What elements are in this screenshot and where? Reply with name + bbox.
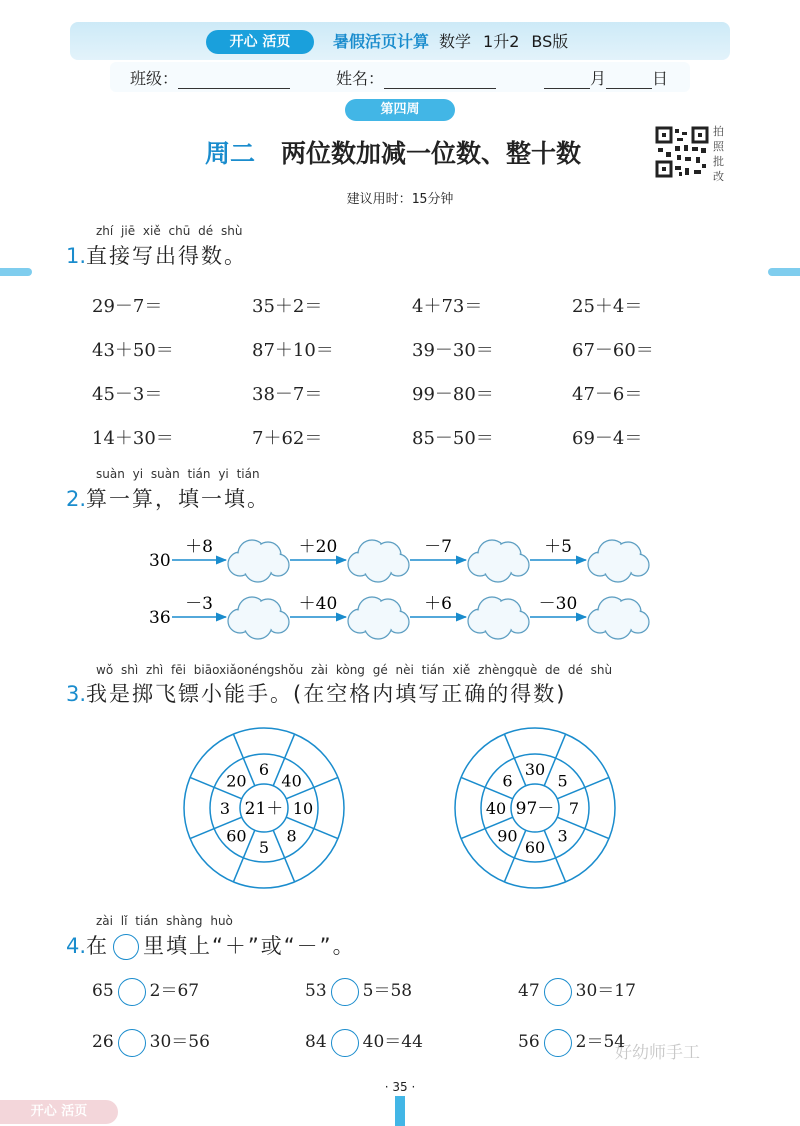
chain-operation: ＋20 bbox=[298, 537, 338, 557]
right-edge-tab bbox=[768, 268, 800, 276]
dartboard-number: 90 bbox=[497, 826, 518, 846]
name-line[interactable] bbox=[384, 72, 496, 89]
operator-blank-circle[interactable] bbox=[544, 978, 572, 1006]
q2-pinyin: suàn yi suàn tián yi tián bbox=[96, 467, 260, 481]
operator-blank-circle[interactable] bbox=[331, 1029, 359, 1057]
q4-right-part: 30＝56 bbox=[149, 1032, 210, 1052]
q2-number: 2. bbox=[66, 487, 87, 511]
chain-operation: －3 bbox=[185, 594, 213, 614]
date-field[interactable] bbox=[544, 66, 668, 89]
q1-equation[interactable]: 29－7＝ bbox=[92, 296, 163, 317]
q4-right-part: 30＝17 bbox=[575, 981, 636, 1001]
answer-cloud-icon[interactable] bbox=[588, 540, 649, 582]
month-line[interactable] bbox=[544, 72, 590, 89]
q2-text: 算一算，填一填。 bbox=[86, 487, 271, 511]
dartboard-number: 5 bbox=[258, 838, 270, 857]
q4-left-operand: 65 bbox=[92, 981, 114, 1001]
dartboard-number: 20 bbox=[226, 771, 247, 791]
q4-right-part: 40＝44 bbox=[362, 1032, 423, 1052]
dartboard-number: 3 bbox=[219, 799, 231, 818]
qr-label: 拍照批改 bbox=[713, 125, 724, 183]
answer-cloud-icon[interactable] bbox=[348, 597, 409, 639]
answer-cloud-icon[interactable] bbox=[468, 540, 529, 582]
day-label: 日 bbox=[652, 69, 669, 88]
name-field[interactable] bbox=[336, 66, 496, 89]
dartboard-number: 6 bbox=[258, 760, 270, 779]
dartboard-number: 8 bbox=[286, 826, 297, 846]
operator-blank-circle[interactable] bbox=[544, 1029, 572, 1057]
dartboard-number: 60 bbox=[524, 838, 546, 857]
q1-equation[interactable]: 99－80＝ bbox=[412, 384, 494, 405]
dartboard-number: 10 bbox=[292, 799, 314, 818]
day-line[interactable] bbox=[606, 72, 652, 89]
answer-cloud-icon[interactable] bbox=[228, 597, 289, 639]
q1-equation[interactable]: 87＋10＝ bbox=[252, 340, 334, 361]
dartboard bbox=[455, 728, 615, 888]
q4-equation bbox=[92, 1027, 210, 1057]
chain-operation: ＋8 bbox=[185, 537, 213, 557]
q4-title-circle-icon bbox=[113, 934, 139, 960]
month-label: 月 bbox=[590, 69, 607, 88]
answer-cloud-icon[interactable] bbox=[588, 597, 649, 639]
q1-title bbox=[66, 240, 247, 270]
book-subtitle bbox=[333, 30, 580, 54]
answer-cloud-icon[interactable] bbox=[228, 540, 289, 582]
q4-left-operand: 47 bbox=[518, 981, 540, 1001]
q1-text: 直接写出得数。 bbox=[86, 244, 248, 268]
chain-operation: ＋5 bbox=[544, 537, 572, 557]
edition: BS版 bbox=[531, 32, 569, 51]
answer-cloud-icon[interactable] bbox=[348, 540, 409, 582]
dartboard-number: 3 bbox=[557, 826, 568, 846]
q1-equation[interactable]: 25＋4＝ bbox=[572, 296, 643, 317]
chain-operation: －7 bbox=[424, 537, 452, 557]
dartboard-number: 40 bbox=[485, 799, 507, 818]
dartboard-center: 21＋ bbox=[244, 799, 284, 819]
q3-dartboards bbox=[0, 720, 800, 895]
dartboard bbox=[184, 728, 344, 888]
dartboard-number: 7 bbox=[568, 799, 580, 818]
q1-equation[interactable]: 35＋2＝ bbox=[252, 296, 323, 317]
q4-number: 4. bbox=[66, 934, 87, 958]
class-label: 班级： bbox=[130, 69, 179, 88]
q4-title bbox=[66, 930, 356, 960]
q4-left-operand: 53 bbox=[305, 981, 327, 1001]
q1-equation[interactable]: 47－6＝ bbox=[572, 384, 643, 405]
q1-pinyin: zhí jiē xiě chū dé shù bbox=[96, 224, 243, 238]
qr-code-icon[interactable] bbox=[655, 126, 709, 178]
q2-title bbox=[66, 483, 270, 513]
q4-left-operand: 26 bbox=[92, 1032, 114, 1052]
q4-equation bbox=[305, 1027, 423, 1057]
q4-equation bbox=[305, 976, 412, 1006]
q1-equation[interactable]: 43＋50＝ bbox=[92, 340, 174, 361]
q1-equation[interactable]: 67－60＝ bbox=[572, 340, 654, 361]
week-badge: 第四周 bbox=[345, 99, 455, 121]
chain-operation: ＋6 bbox=[424, 594, 452, 614]
topic-title: 两位数加减一位数、整十数 bbox=[281, 139, 582, 168]
chain-start-number: 30 bbox=[149, 551, 171, 571]
dartboard-number: 5 bbox=[557, 771, 568, 791]
q4-equation bbox=[92, 976, 199, 1006]
chain-operation: －30 bbox=[538, 594, 578, 614]
q3-pinyin: wǒ shì zhì fēi biāoxiǎonéngshǒu zài kòng gé nèi tián xiě zhèngquè de dé shù bbox=[96, 663, 613, 677]
q1-equation[interactable]: 14＋30＝ bbox=[92, 428, 174, 449]
dartboard-number: 60 bbox=[226, 826, 247, 846]
chain-start-number: 36 bbox=[149, 608, 171, 628]
q4-left-operand: 56 bbox=[518, 1032, 540, 1052]
series-title: 暑假活页计算 bbox=[333, 32, 430, 51]
q4-equation bbox=[518, 1027, 625, 1057]
chain-operation: ＋40 bbox=[298, 594, 338, 614]
answer-cloud-icon[interactable] bbox=[468, 597, 529, 639]
q3-number: 3. bbox=[66, 682, 87, 706]
q3-text: 我是掷飞镖小能手。(在空格内填写正确的得数) bbox=[86, 682, 567, 706]
q4-text-before: 在 bbox=[86, 934, 110, 958]
dartboard-number: 6 bbox=[502, 771, 513, 791]
operator-blank-circle[interactable] bbox=[331, 978, 359, 1006]
q1-equation[interactable]: 45－3＝ bbox=[92, 384, 163, 405]
left-edge-tab bbox=[0, 268, 32, 276]
class-line[interactable] bbox=[178, 72, 290, 89]
dartboard-center: 97－ bbox=[515, 799, 555, 819]
q1-equation[interactable]: 69－4＝ bbox=[572, 428, 643, 449]
q1-equation[interactable]: 85－50＝ bbox=[412, 428, 494, 449]
page-bar bbox=[395, 1096, 405, 1126]
footer-logo: 开心 活页 bbox=[0, 1100, 118, 1124]
operator-blank-circle[interactable] bbox=[118, 978, 146, 1006]
subject: 数学 bbox=[439, 32, 472, 51]
q1-number: 1. bbox=[66, 244, 87, 268]
dartboard-number: 30 bbox=[524, 760, 546, 779]
q4-right-part: 2＝54 bbox=[575, 1032, 626, 1052]
q2-chain-diagram bbox=[0, 520, 800, 650]
q1-equation[interactable]: 4＋73＝ bbox=[412, 296, 483, 317]
day-label-title: 周二 bbox=[205, 139, 256, 168]
operator-blank-circle[interactable] bbox=[118, 1029, 146, 1057]
q1-equation[interactable]: 7＋62＝ bbox=[252, 428, 323, 449]
name-label: 姓名： bbox=[336, 69, 385, 88]
grade: 1升2 bbox=[483, 32, 520, 51]
class-field[interactable] bbox=[130, 66, 290, 89]
q4-left-operand: 84 bbox=[305, 1032, 327, 1052]
page-number: · 35 · bbox=[384, 1080, 416, 1094]
q4-right-part: 5＝58 bbox=[362, 981, 413, 1001]
q4-pinyin: zài lǐ tián shàng huò bbox=[96, 914, 233, 928]
q4-text-after: 里填上“＋”或“－”。 bbox=[143, 934, 356, 958]
q4-equation bbox=[518, 976, 636, 1006]
q3-title bbox=[66, 678, 566, 708]
watermark-text: 好幼师手工 bbox=[615, 1043, 700, 1063]
q4-right-part: 2＝67 bbox=[149, 981, 200, 1001]
page-title bbox=[205, 134, 581, 170]
time-hint: 建议用时：15分钟 bbox=[346, 192, 454, 207]
dartboard-number: 40 bbox=[281, 771, 302, 791]
brand-logo: 开心 活页 bbox=[206, 30, 314, 54]
q1-equation[interactable]: 39－30＝ bbox=[412, 340, 494, 361]
q1-equation[interactable]: 38－7＝ bbox=[252, 384, 323, 405]
